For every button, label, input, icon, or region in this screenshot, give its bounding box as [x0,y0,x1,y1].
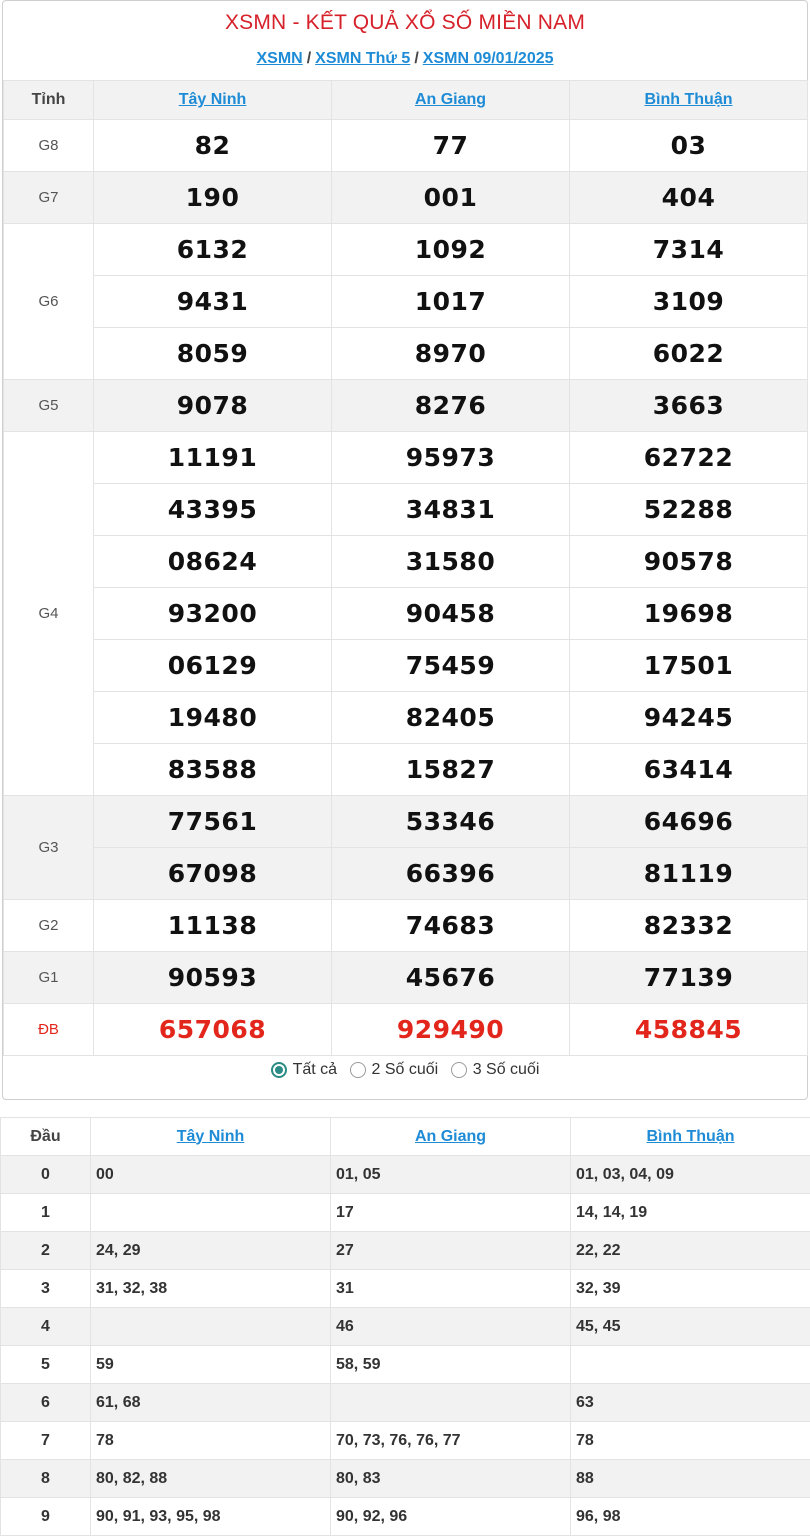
head-digit: 6 [1,1384,91,1422]
prize-number: 95973 [332,432,570,484]
breadcrumb-xsmn-date[interactable]: XSMN 09/01/2025 [422,50,554,67]
prize-number: 9431 [94,276,332,328]
loto-numbers: 96, 98 [571,1498,810,1536]
prize-number: 404 [570,172,808,224]
loto-numbers: 46 [331,1308,571,1346]
loto-row [1,1194,810,1232]
prize-number: 9078 [94,380,332,432]
loto-header-tay-ninh [91,1118,331,1156]
prize-row [4,276,808,328]
prize-number: 53346 [332,796,570,848]
prize-number: 66396 [332,848,570,900]
prize-row [4,952,808,1004]
prize-number: 82 [94,120,332,172]
loto-numbers: 14, 14, 19 [571,1194,810,1232]
loto-header-binh-thuan [571,1118,810,1156]
filter-option-label: 3 Số cuối [472,1061,540,1078]
province-label-header: Tỉnh [4,81,94,120]
breadcrumb-xsmn-thu-5[interactable]: XSMN Thứ 5 [315,50,411,67]
prize-number: 74683 [332,900,570,952]
prize-label: G4 [4,432,94,796]
loto-numbers: 80, 83 [331,1460,571,1498]
loto-numbers: 31 [331,1270,571,1308]
prize-number: 77139 [570,952,808,1004]
prize-number: 1017 [332,276,570,328]
prize-number: 67098 [94,848,332,900]
loto-numbers: 90, 91, 93, 95, 98 [91,1498,331,1536]
loto-numbers: 22, 22 [571,1232,810,1270]
province-header-tay-ninh [94,81,332,120]
prize-number: 6132 [94,224,332,276]
prize-number: 001 [332,172,570,224]
loto-row [1,1384,810,1422]
results-card [2,0,808,1100]
prize-row [4,224,808,276]
breadcrumb [3,50,807,68]
head-digit: 8 [1,1460,91,1498]
loto-header-an-giang [331,1118,571,1156]
loto-numbers [571,1346,810,1384]
province-link[interactable]: Bình Thuận [644,91,733,108]
loto-numbers: 63 [571,1384,810,1422]
province-header-an-giang [332,81,570,120]
prize-label: G1 [4,952,94,1004]
breadcrumb-separator: / [306,50,312,67]
results-table [3,80,808,1056]
breadcrumb-xsmn[interactable]: XSMN [256,50,303,67]
loto-row [1,1460,810,1498]
head-digit-label-header: Đầu [1,1118,91,1156]
prize-number: 458845 [570,1004,808,1056]
prize-row [4,900,808,952]
filter-option-all[interactable] [271,1061,337,1079]
filter-option-label: 2 Số cuối [371,1061,439,1078]
loto-numbers [91,1308,331,1346]
prize-number: 45676 [332,952,570,1004]
province-link[interactable]: Bình Thuận [646,1127,735,1145]
prize-number: 190 [94,172,332,224]
loto-row [1,1422,810,1460]
loto-numbers [331,1384,571,1422]
province-link[interactable]: An Giang [414,91,487,108]
prize-row [4,588,808,640]
prize-label: G6 [4,224,94,380]
province-link[interactable]: An Giang [414,1127,487,1145]
prize-row [4,120,808,172]
prize-number: 7314 [570,224,808,276]
loto-numbers: 58, 59 [331,1346,571,1384]
prize-row [4,484,808,536]
province-link[interactable]: Tây Ninh [176,1127,245,1145]
prize-row [4,744,808,796]
prize-row [4,1004,808,1056]
prize-label: G2 [4,900,94,952]
head-digit: 5 [1,1346,91,1384]
head-digit: 9 [1,1498,91,1536]
prize-row [4,796,808,848]
loto-numbers [91,1194,331,1232]
prize-number: 52288 [570,484,808,536]
loto-numbers: 70, 73, 76, 76, 77 [331,1422,571,1460]
prize-label: G8 [4,120,94,172]
loto-head-table [0,1117,810,1536]
prize-row [4,692,808,744]
prize-number: 3109 [570,276,808,328]
loto-row [1,1156,810,1194]
province-header-binh-thuan [570,81,808,120]
prize-number: 77561 [94,796,332,848]
loto-numbers: 45, 45 [571,1308,810,1346]
head-digit: 1 [1,1194,91,1232]
loto-row [1,1232,810,1270]
prize-number: 11138 [94,900,332,952]
radio-selected-icon[interactable] [271,1062,287,1078]
head-digit: 3 [1,1270,91,1308]
prize-number: 6022 [570,328,808,380]
prize-number: 17501 [570,640,808,692]
loto-row [1,1308,810,1346]
province-link[interactable]: Tây Ninh [178,91,247,108]
loto-numbers: 78 [91,1422,331,1460]
prize-number: 62722 [570,432,808,484]
prize-label: G3 [4,796,94,900]
prize-label: G7 [4,172,94,224]
radio-icon[interactable] [451,1062,467,1078]
prize-number: 8276 [332,380,570,432]
prize-number: 83588 [94,744,332,796]
loto-numbers: 32, 39 [571,1270,810,1308]
prize-number: 77 [332,120,570,172]
prize-number: 64696 [570,796,808,848]
radio-icon[interactable] [350,1062,366,1078]
loto-row [1,1498,810,1536]
prize-row [4,380,808,432]
prize-row [4,848,808,900]
prize-number: 08624 [94,536,332,588]
prize-number: 34831 [332,484,570,536]
prize-number: 93200 [94,588,332,640]
breadcrumb-separator: / [414,50,419,67]
filter-option-last-3[interactable] [451,1061,540,1079]
prize-number: 90458 [332,588,570,640]
prize-number: 657068 [94,1004,332,1056]
digit-filter [3,1061,807,1083]
prize-number: 15827 [332,744,570,796]
prize-number: 75459 [332,640,570,692]
loto-numbers: 27 [331,1232,571,1270]
filter-option-label: Tất cả [292,1061,338,1078]
prize-row [4,328,808,380]
loto-numbers: 24, 29 [91,1232,331,1270]
prize-number: 929490 [332,1004,570,1056]
loto-numbers: 80, 82, 88 [91,1460,331,1498]
prize-number: 43395 [94,484,332,536]
prize-number: 90578 [570,536,808,588]
prize-number: 19698 [570,588,808,640]
loto-numbers: 78 [571,1422,810,1460]
prize-number: 90593 [94,952,332,1004]
prize-number: 11191 [94,432,332,484]
prize-number: 06129 [94,640,332,692]
prize-row [4,432,808,484]
head-digit: 7 [1,1422,91,1460]
loto-row [1,1270,810,1308]
head-digit: 2 [1,1232,91,1270]
prize-number: 31580 [332,536,570,588]
loto-numbers: 59 [91,1346,331,1384]
loto-numbers: 17 [331,1194,571,1232]
prize-number: 63414 [570,744,808,796]
loto-numbers: 00 [91,1156,331,1194]
loto-numbers: 61, 68 [91,1384,331,1422]
page-title: XSMN - KẾT QUẢ XỔ SỐ MIỀN NAM [224,11,586,34]
results-header-row [4,81,808,120]
prize-label: G5 [4,380,94,432]
filter-option-last-2[interactable] [350,1061,439,1079]
prize-number: 03 [570,120,808,172]
prize-number: 94245 [570,692,808,744]
prize-row [4,172,808,224]
prize-number: 8059 [94,328,332,380]
loto-numbers: 31, 32, 38 [91,1270,331,1308]
loto-row [1,1346,810,1384]
prize-number: 19480 [94,692,332,744]
head-digit: 0 [1,1156,91,1194]
loto-header-row [1,1118,810,1156]
loto-numbers: 90, 92, 96 [331,1498,571,1536]
prize-number: 1092 [332,224,570,276]
prize-number: 8970 [332,328,570,380]
head-digit: 4 [1,1308,91,1346]
prize-label: ĐB [4,1004,94,1056]
prize-number: 82332 [570,900,808,952]
loto-numbers: 88 [571,1460,810,1498]
prize-number: 3663 [570,380,808,432]
prize-row [4,536,808,588]
prize-number: 81119 [570,848,808,900]
prize-row [4,640,808,692]
loto-numbers: 01, 05 [331,1156,571,1194]
loto-numbers: 01, 03, 04, 09 [571,1156,810,1194]
prize-number: 82405 [332,692,570,744]
